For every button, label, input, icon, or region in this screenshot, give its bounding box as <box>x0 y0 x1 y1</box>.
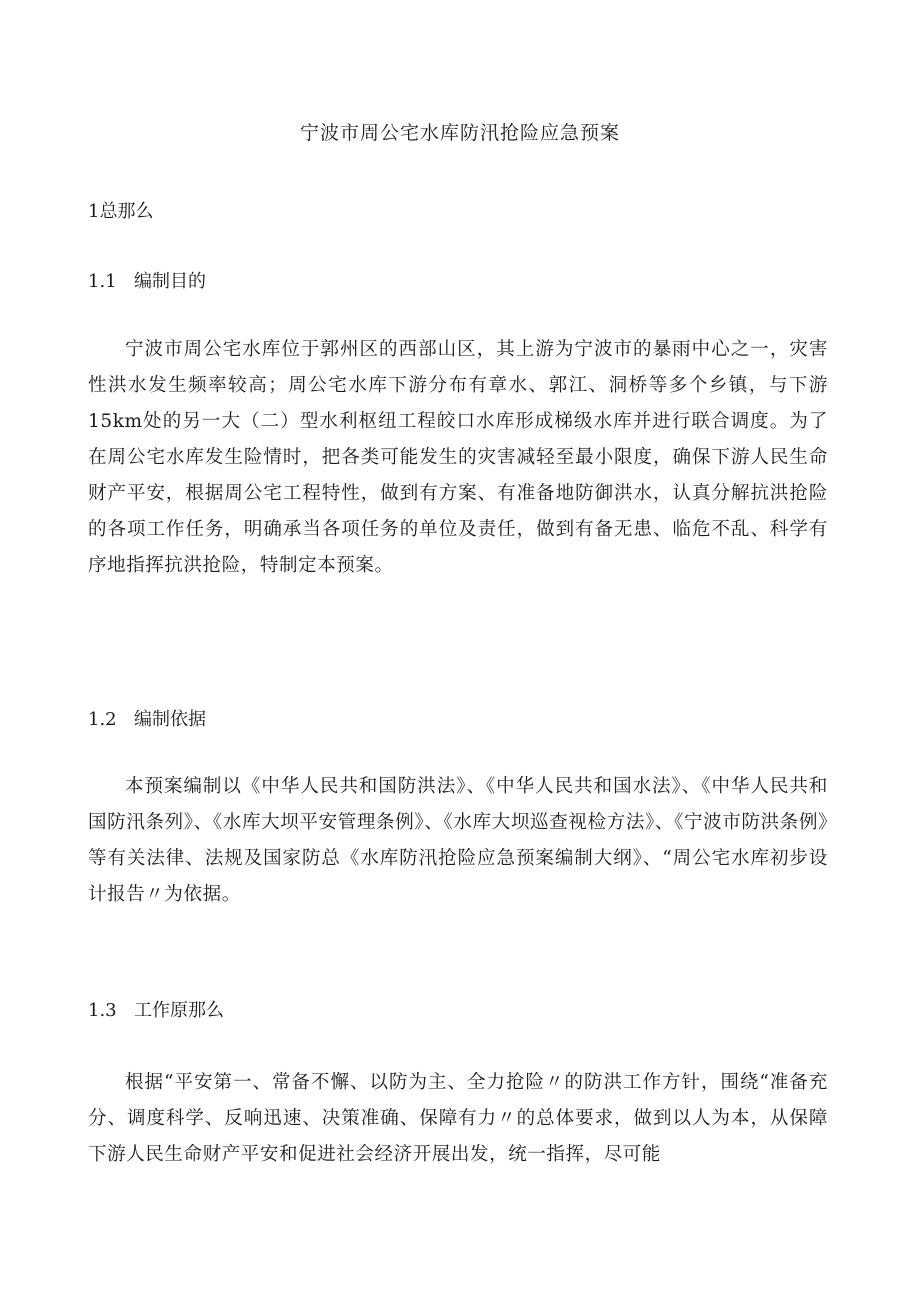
section-number: 1.2 <box>88 709 117 730</box>
document-title: 宁波市周公宅水库防汛抢险应急预案 <box>299 122 620 144</box>
section-number: 1.3 <box>88 1000 117 1021</box>
section-heading-1-3 <box>88 996 224 1022</box>
paragraph-principles: 根据“平安第一、常备不懈、以防为主、全力抢险〃的防洪工作方针，围绕“准备充分、调度科学、反响迅速、决策准确、保障有力〃的总体要求，做到以人为本，从保障下游人民生命财产平安和促进社会经济开展出发，统一指挥，尽可能 <box>88 1072 828 1165</box>
section-heading-1-2 <box>88 705 206 731</box>
paragraph-purpose: 宁波市周公宅水库位于郭州区的西部山区，其上游为宁波市的暴雨中心之一，灾害性洪水发生频率较高；周公宅水库下游分布有章水、郭江、洞桥等多个乡镇，与下游15km处的另一大（二）型水利枢纽工程皎口水库形成梯级水库并进行联合调度。为了在周公宅水库发生险情时，把各类可能发生的灾害减轻至最小限度，确保下游人民生命财产平安，根据周公宅工程特性，做到有方案、有准备地防御洪水，认真分解抗洪抢险的各项工作任务，明确承当各项任务的单位及责任，做到有备无患、临危不乱、科学有序地指挥抗洪抢险，特制定本预案。 <box>88 339 828 576</box>
section-heading-1-1 <box>88 267 206 293</box>
chapter-heading: 1总那么 <box>88 201 154 222</box>
section-title: 工作原那么 <box>134 1000 224 1021</box>
section-title: 编制目的 <box>134 271 206 292</box>
section-number: 1.1 <box>88 271 117 292</box>
paragraph-basis: 本预案编制以《中华人民共和国防洪法》、《中华人民共和国水法》、《中华人民共和国防汛条列》、《水库大坝平安管理条例》、《水库大坝巡查视检方法》、《宁波市防洪条例》等有关法律、法规及国家防总《水库防汛抢险应急预案编制大纲》、“周公宅水库初步设计报告〃为依据。 <box>88 776 828 905</box>
section-title: 编制依据 <box>134 709 206 730</box>
